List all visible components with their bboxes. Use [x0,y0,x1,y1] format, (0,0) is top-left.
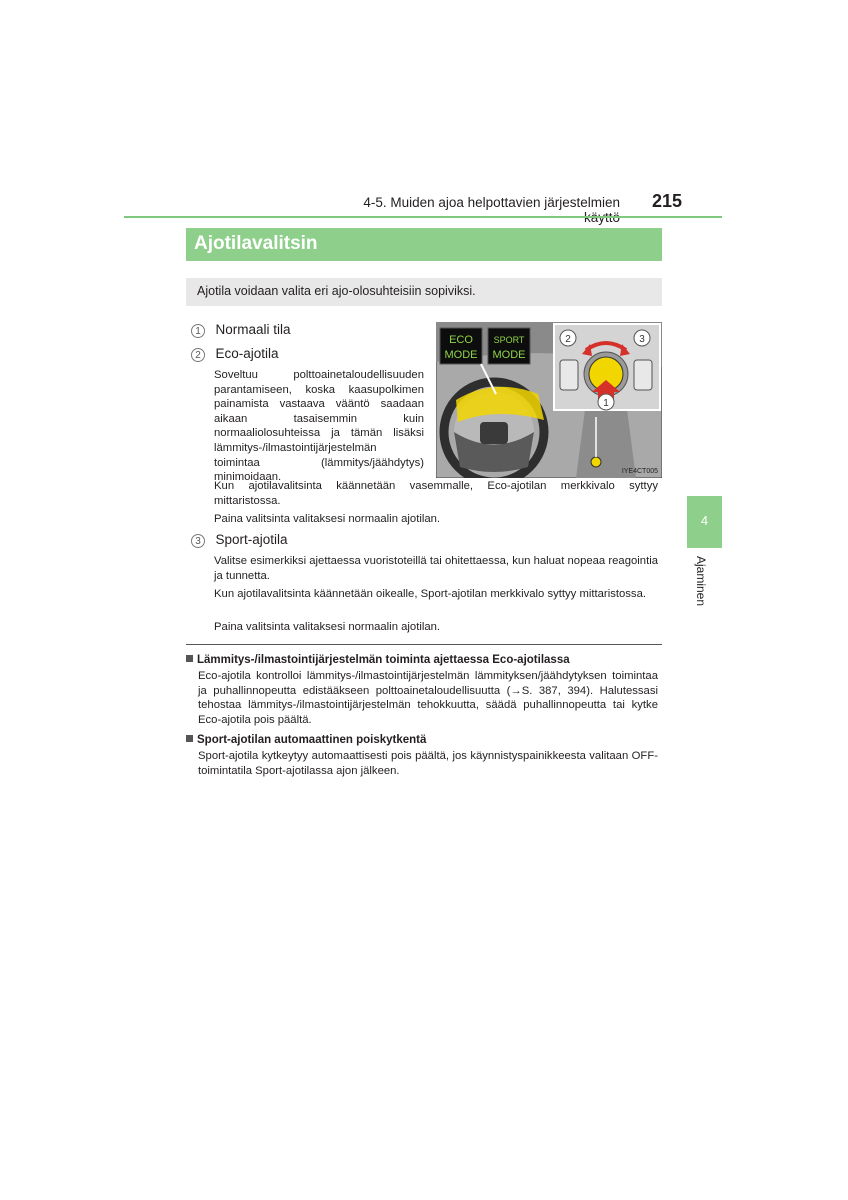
eco-back-text: Paina valitsinta valitaksesi normaalin ajotilan. [214,513,441,525]
svg-text:3: 3 [639,334,645,345]
note-title: Sport-ajotilan automaattinen poiskytkentä [186,734,662,746]
intro-box [186,278,662,306]
item-sport [191,531,288,549]
eco-turn-text: Kun ajotilavalitsinta käännetään vasemmalle, Eco-ajotilan merkkivalo syttyy mittaristossa. [214,480,658,507]
section-header: 4-5. Muiden ajoa helpottavien järjestelmien [363,195,620,210]
sport-turn-text: Kun ajotilavalitsinta käännetään oikealle, Sport-ajotilan merkkivalo syttyy mittaristossa. [214,588,646,600]
callout-3 [634,330,650,346]
figure-code: IYE4CT005 [621,468,658,475]
svg-text:SPORT: SPORT [493,335,525,345]
svg-text:ECO: ECO [449,334,473,346]
item-label: Sport-ajotila [215,532,288,547]
intro-text: Ajotila voidaan valita eri ajo-olosuhteisiin sopiviksi. [197,284,476,298]
page-title: Ajotilavalitsin [194,233,318,254]
item-number: 3 [191,534,205,548]
square-bullet-icon [186,655,193,662]
header-rule [124,216,722,218]
eco-mode-indicator [440,328,482,364]
eco-description: Soveltuu polttoainetaloudellisuuden parantamiseen, koska kaasupolkimen painamista vastaava vääntö saadaan aikaan tasaisemmin kuin normaaliolosuhteissa ja tämän lisäksi lämmitys-/ilmastointijärjestelmän toimintaa (lämmitys/jäähdytys) minimoidaan. [214,369,424,484]
sport-back-text: Paina valitsinta valitaksesi normaalin ajotilan. [214,621,441,633]
item-label: Eco-ajotila [215,346,279,361]
item-number: 1 [191,324,205,338]
note-sport-auto-off [186,734,662,778]
note-title: Lämmitys-/ilmastointijärjestelmän toiminta ajettaessa Eco-ajotilassa [186,654,662,666]
selector-small [591,457,601,467]
page-number: 215 [652,191,683,211]
svg-text:2: 2 [565,334,571,345]
chapter-number: 4 [700,513,709,528]
svg-text:1: 1 [603,398,609,409]
callout-1 [598,394,614,410]
note-eco-climate [186,654,662,727]
square-bullet-icon [186,735,193,742]
section-divider [186,644,662,645]
note-text: Sport-ajotila kytkeytyy automaattisesti pois päältä, jos käynnistyspainikkeesta valitaan OFF-toimintatila Sport-ajotilassa ajon jälkeen. [198,750,658,777]
chapter-label: Ajaminen [694,556,708,607]
title-bar [186,228,662,261]
drive-mode-figure [436,322,662,478]
chapter-tab [687,496,722,548]
svg-text:MODE: MODE [444,349,478,361]
item-label: Normaali tila [215,322,291,337]
svg-text:MODE: MODE [492,349,526,361]
item-normal [191,321,290,339]
item-eco [191,345,278,363]
callout-2 [560,330,576,346]
note-text: Eco-ajotila kontrolloi lämmitys-/ilmastointijärjestelmän lämmityksen/jäähdytyksen toimintaa ja puhallinnopeutta edistääkseen polttoainetaloudellisuutta (→S. 387, 394). Halutessasi tehostaa lämmitys-/ilmastointijärjestelmän tehokkuutta, säädä puhallinnopeutta tai kytke Eco-ajotila pois päältä. [198,670,658,726]
item-number: 2 [191,348,205,362]
sport-description: Valitse esimerkiksi ajettaessa vuoristoteillä tai ohitettaessa, kun haluat nopeaa reagointia ja tunnetta. [214,555,658,582]
sport-mode-indicator [488,328,530,364]
